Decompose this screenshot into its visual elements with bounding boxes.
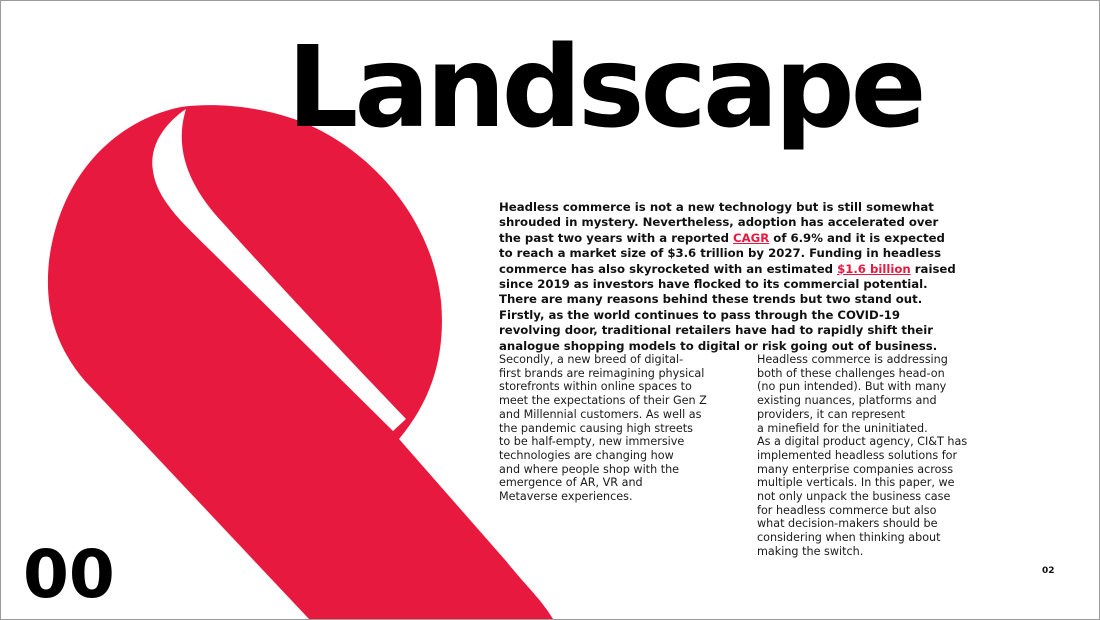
column-line: As a digital product agency, CI&T has [757, 435, 968, 449]
column-line: making the switch. [757, 544, 864, 558]
column-line: and where people shop with the [499, 462, 680, 476]
column-line: Secondly, a new breed of digital- [499, 353, 684, 366]
column-line: and Millennial customers. As well as [499, 407, 702, 421]
column-line: many enterprise companies across [757, 462, 954, 476]
column-line: implemented headless solutions for [757, 448, 958, 462]
page-title: Landscape [287, 23, 923, 153]
column-line: meet the expectations of their Gen Z [499, 394, 707, 408]
column-line: both of these challenges head-on [757, 366, 945, 380]
body-column-left [499, 353, 721, 504]
lead-paragraph [499, 200, 961, 354]
column-line: to be half-empty, new immersive [499, 435, 685, 449]
column-line: for headless commerce but also [757, 503, 937, 517]
body-column-right [757, 353, 979, 559]
column-line: multiple verticals. In this paper, we [757, 476, 955, 490]
red-swoosh-shape [48, 105, 553, 619]
funding-link[interactable]: $1.6 billion [837, 261, 911, 276]
column-line: providers, it can represent [757, 407, 906, 421]
page-number: 02 [1042, 566, 1055, 576]
column-line: existing nuances, platforms and [757, 394, 937, 408]
section-number: 00 [23, 536, 115, 613]
cagr-link[interactable]: CAGR [733, 230, 770, 245]
column-line: Metaverse experiences. [499, 490, 633, 504]
column-line: a minefield for the uninitiated. [757, 421, 928, 435]
column-line: (no pun intended). But with many [757, 380, 947, 394]
lead-text-3: raised since 2019 as investors have flocked to its commercial potential. There are many reasons behind these trends but two stand out. Firstly, as the world continues to pass through the COVID-19 revolving door, traditional retailers have had to rapidly shift their analogue shopping models to digital or risk going out of business. [499, 261, 956, 353]
column-line: technologies are changing how [499, 448, 674, 462]
column-line: considering when thinking about [757, 531, 941, 545]
column-line: what decision-makers should be [757, 517, 938, 531]
column-line: Headless commerce is addressing [757, 353, 948, 366]
column-line: emergence of AR, VR and [499, 476, 643, 490]
column-line: first brands are reimagining physical [499, 366, 705, 380]
lead-text-1: Headless commerce is not a new technology but is still somewhat shrouded in mystery. Nevertheless, adoption has accelerated over the past two years with a reported [499, 200, 939, 245]
lead-text-2: of 6.9% and it is expected to reach a market size of $3.6 trillion by 2027. Funding in headless commerce has also skyrocketed with an estimated [499, 230, 945, 276]
column-line: the pandemic causing high streets [499, 421, 693, 435]
column-line: storefronts within online spaces to [499, 380, 692, 394]
column-line: not only unpack the business case [757, 490, 951, 504]
